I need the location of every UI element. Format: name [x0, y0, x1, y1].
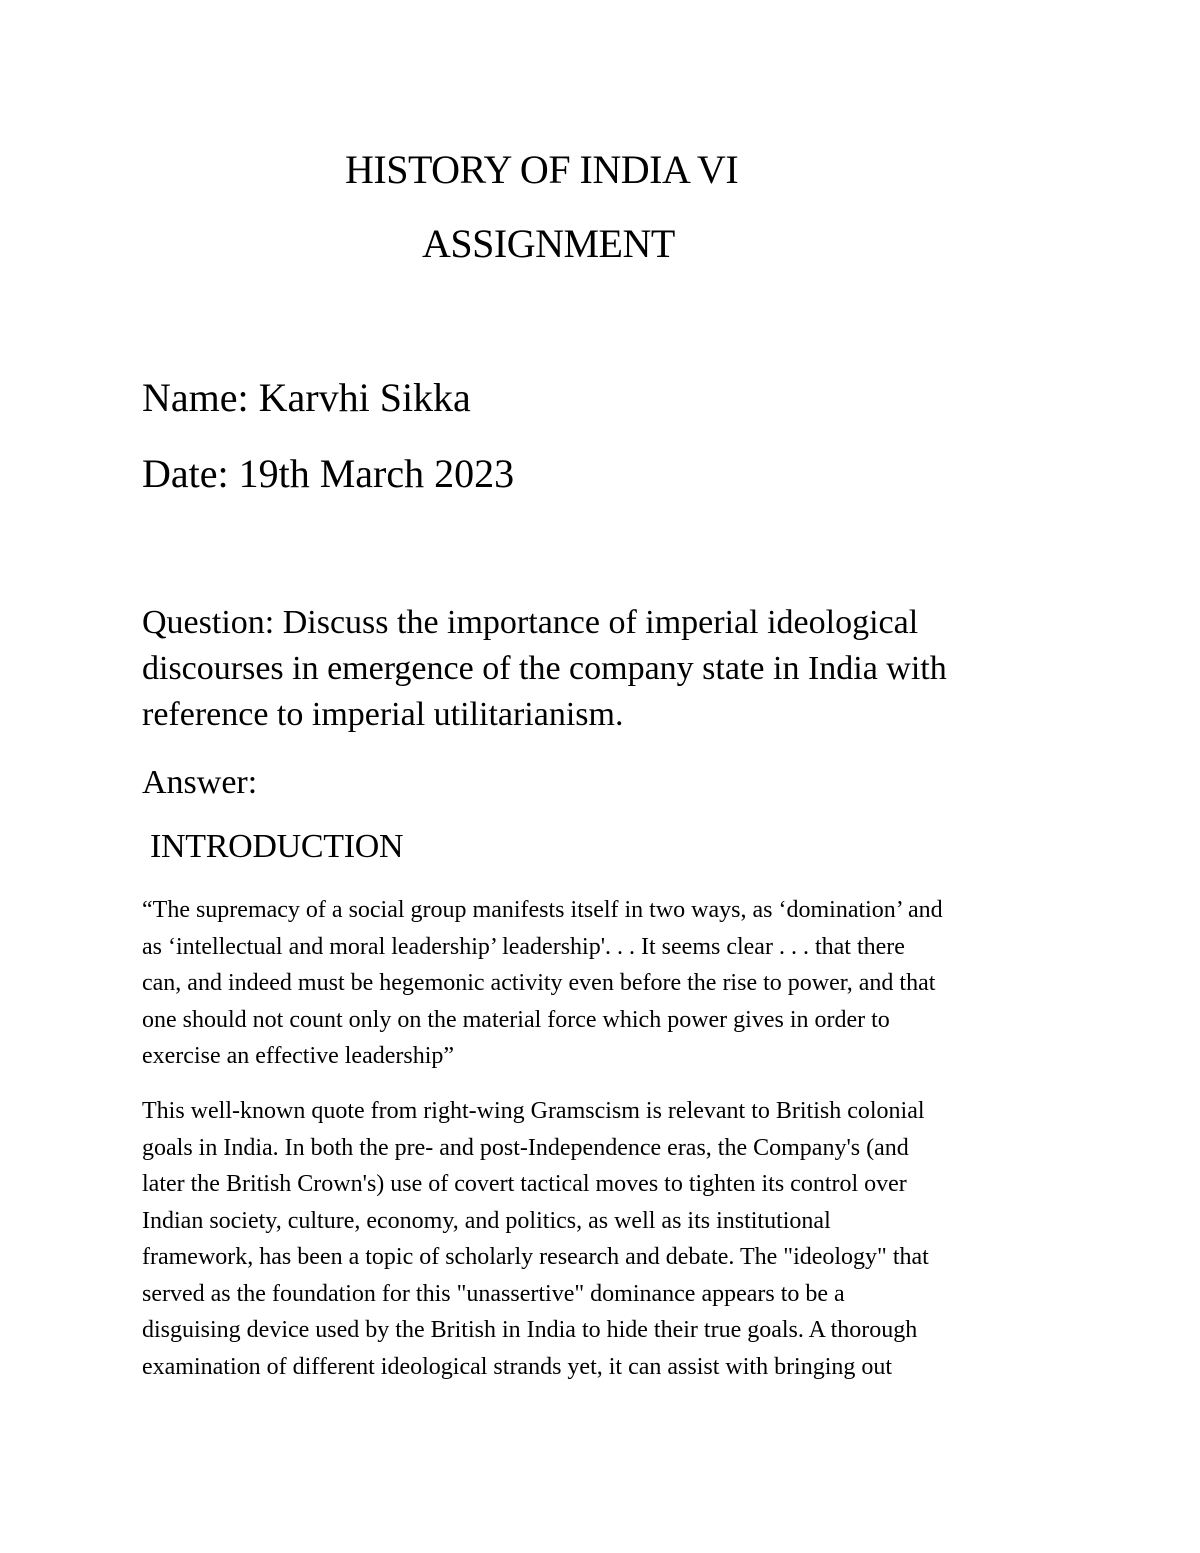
- body-line: disguising device used by the British in India to hide their true goals. A thorough: [142, 1317, 918, 1343]
- question-line: Question: Discuss the importance of imperial ideological: [142, 604, 919, 641]
- quote-paragraph: [142, 892, 1082, 1075]
- document-subtitle: ASSIGNMENT: [422, 221, 675, 266]
- body-line: later the British Crown's) use of covert tactical moves to tighten its control over: [142, 1171, 907, 1197]
- body-line: Indian society, culture, economy, and politics, as well as its institutional: [142, 1207, 831, 1234]
- quote-line: as ‘intellectual and moral leadership’ leadership'. . . It seems clear . . . that there: [142, 933, 905, 960]
- body-line: goals in India. In both the pre- and post-Independence eras, the Company's (and: [142, 1134, 909, 1161]
- answer-label: Answer:: [142, 764, 258, 801]
- body-paragraph: [142, 1093, 1082, 1385]
- question-line: reference to imperial utilitarianism.: [142, 696, 624, 733]
- student-name: Name: Karvhi Sikka: [142, 375, 471, 420]
- question-line: discourses in emergence of the company state in India with: [142, 650, 947, 687]
- quote-line: one should not count only on the material force which power gives in order to: [142, 1006, 890, 1033]
- quote-line: can, and indeed must be hegemonic activity even before the rise to power, and that: [142, 970, 936, 996]
- document-title: HISTORY OF INDIA VI: [345, 147, 739, 192]
- question-block: [142, 600, 1042, 738]
- section-heading: INTRODUCTION: [150, 828, 404, 865]
- quote-line: exercise an effective leadership”: [142, 1043, 455, 1069]
- body-line: served as the foundation for this "unassertive" dominance appears to be a: [142, 1280, 845, 1307]
- quote-line: “The supremacy of a social group manifests itself in two ways, as ‘domination’ and: [142, 897, 943, 923]
- submission-date: Date: 19th March 2023: [142, 451, 515, 496]
- body-line: framework, has been a topic of scholarly research and debate. The "ideology" that: [142, 1244, 929, 1270]
- body-line: This well-known quote from right-wing Gramscism is relevant to British colonial: [142, 1098, 925, 1124]
- body-line: examination of different ideological strands yet, it can assist with bringing out: [142, 1353, 893, 1380]
